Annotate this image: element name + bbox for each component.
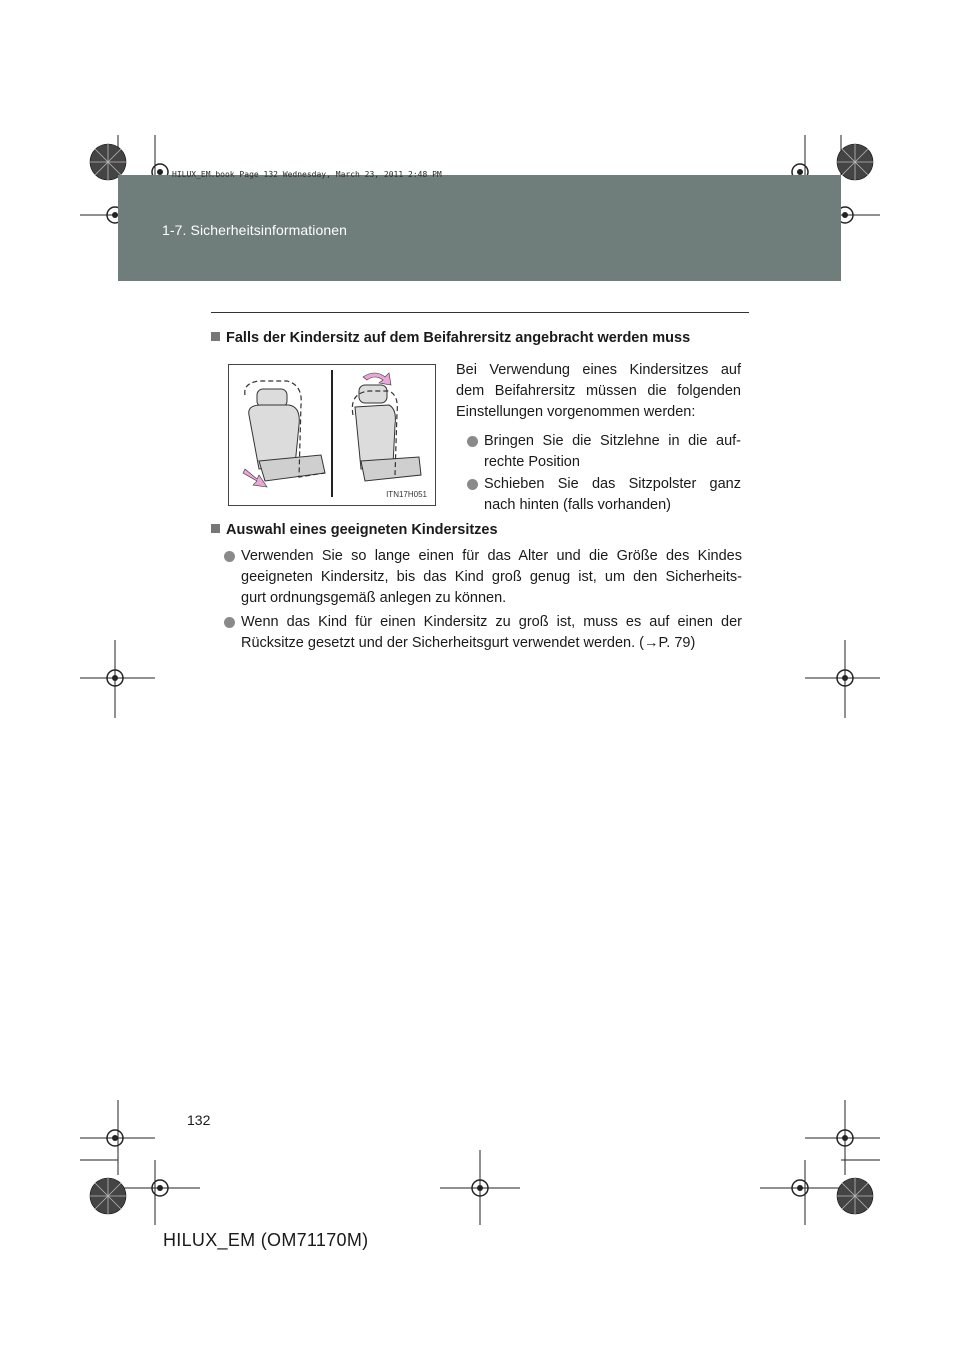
bullet-line: geeigneten Kindersitz, bis das Kind groß genug ist, um den Sicherheits- xyxy=(241,569,742,585)
list-item xyxy=(467,474,741,516)
bullet-dot-icon xyxy=(224,551,235,562)
section-heading-passenger-seat xyxy=(211,330,690,346)
section-title: 1-7. Sicherheitsinformationen xyxy=(162,222,347,238)
page-number: 132 xyxy=(187,1112,211,1128)
seat-illustration xyxy=(228,364,436,506)
intro-line: Einstellungen vorgenommen werden: xyxy=(456,404,696,420)
bullet-line: gurt ordnungsgemäß anlegen zu können. xyxy=(241,590,507,606)
pink-curved-arrow-icon xyxy=(363,373,391,385)
bullet-line: Schieben Sie das Sitzpolster ganz xyxy=(484,476,741,492)
intro-line: dem Beifahrersitz müssen die folgenden xyxy=(456,383,741,399)
manual-model-code: HILUX_EM (OM71170M) xyxy=(163,1230,369,1250)
section-heading-choose-seat xyxy=(211,522,498,538)
bullet-line: Verwenden Sie so lange einen für das Alter und die Größe des Kindes xyxy=(241,548,742,564)
intro-line: Bei Verwendung eines Kindersitzes auf xyxy=(456,362,741,378)
header-rule xyxy=(211,312,749,313)
bullet-line: rechte Position xyxy=(484,454,580,470)
book-print-stamp: HILUX_EM.book Page 132 Wednesday, March 23, 2011 2:48 PM xyxy=(172,170,442,179)
square-bullet-icon xyxy=(211,332,220,341)
list-item xyxy=(224,546,742,609)
bullet-dot-icon xyxy=(467,436,478,447)
intro-paragraph xyxy=(456,360,741,423)
bullet-line: Bringen Sie die Sitzlehne in die auf- xyxy=(484,433,741,449)
bullet-dot-icon xyxy=(467,479,478,490)
bullet-line: nach hinten (falls vorhanden) xyxy=(484,497,672,513)
heading-text: Auswahl eines geeigneten Kindersitzes xyxy=(226,522,498,538)
figure-caption: ITN17H051 xyxy=(386,490,427,499)
square-bullet-icon xyxy=(211,524,220,533)
heading-text: Falls der Kindersitz auf dem Beifahrersitz angebracht werden muss xyxy=(226,330,691,346)
list-item xyxy=(467,431,741,473)
bullet-line: Rücksitze gesetzt und der Sicherheitsgurt verwendet werden. (→P. 79) xyxy=(241,635,696,651)
list-item xyxy=(224,612,742,654)
bullet-line: Wenn das Kind für einen Kindersitz zu groß ist, muss es auf einen der xyxy=(241,614,742,630)
bullet-dot-icon xyxy=(224,617,235,628)
seat-drawing xyxy=(229,365,435,505)
